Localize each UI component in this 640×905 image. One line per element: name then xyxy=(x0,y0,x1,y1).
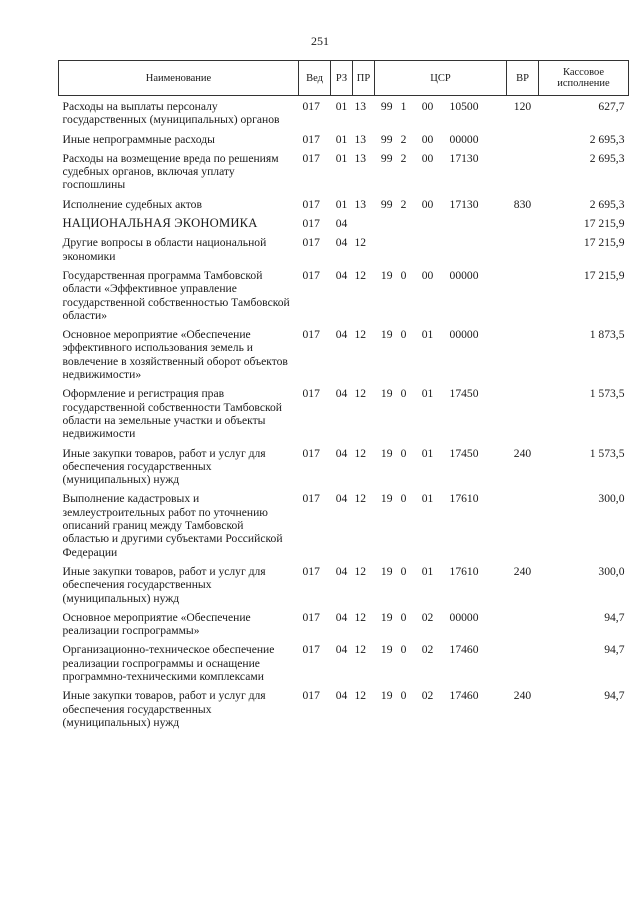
row-sum: 2 695,3 xyxy=(589,197,625,211)
row-name: Расходы на возмещение вреда по решениям судебных органов, включая уплату госпошлины xyxy=(62,151,279,192)
row-sum: 300,0 xyxy=(598,492,625,506)
row-rz: 04 xyxy=(335,387,348,401)
csr-part-2: 0 xyxy=(400,328,407,342)
table-row xyxy=(59,559,629,605)
row-sum: 2 695,3 xyxy=(589,132,625,146)
row-rz: 04 xyxy=(335,492,348,506)
table-row xyxy=(59,605,629,638)
table-header xyxy=(59,61,629,96)
row-sum: 1 573,5 xyxy=(589,446,625,460)
row-pr: 13 xyxy=(354,151,367,165)
row-pr: 12 xyxy=(354,643,367,657)
csr-part-4: 00000 xyxy=(449,610,479,624)
row-csr xyxy=(375,381,507,440)
csr-part-1: 19 xyxy=(380,643,393,657)
table-row xyxy=(59,127,629,146)
csr-part-2: 2 xyxy=(400,132,407,146)
row-ved: 017 xyxy=(302,689,320,703)
row-name: Иные закупки товаров, работ и услуг для обеспечения государственных (муниципальных) нужд xyxy=(62,564,266,605)
row-sum: 94,7 xyxy=(604,689,625,703)
row-vr: 120 xyxy=(513,100,532,113)
csr-part-3: 00 xyxy=(421,132,434,146)
csr-part-3: 02 xyxy=(421,643,434,657)
row-pr: 12 xyxy=(354,387,367,401)
row-ved: 017 xyxy=(302,236,320,250)
budget-table xyxy=(58,60,629,729)
row-rz: 01 xyxy=(335,132,348,146)
row-csr xyxy=(375,211,507,230)
row-rz: 04 xyxy=(335,446,348,460)
row-rz: 01 xyxy=(335,100,348,113)
row-pr: 13 xyxy=(354,197,367,211)
csr-part-3: 00 xyxy=(421,151,434,165)
header-name: Наименование xyxy=(59,61,299,96)
csr-part-1: 19 xyxy=(380,328,393,342)
csr-part-3: 01 xyxy=(421,564,434,578)
row-ved: 017 xyxy=(302,387,320,401)
csr-part-3: 00 xyxy=(421,197,434,211)
row-rz: 01 xyxy=(335,197,348,211)
row-ved: 017 xyxy=(302,328,320,342)
csr-part-2: 1 xyxy=(400,100,407,113)
row-rz: 04 xyxy=(335,564,348,578)
csr-part-1: 99 xyxy=(380,197,393,211)
table-row xyxy=(59,211,629,230)
csr-part-3: 01 xyxy=(421,492,434,506)
header-ved: Вед xyxy=(299,61,331,96)
table-row xyxy=(59,96,629,127)
row-ved: 017 xyxy=(302,217,320,231)
row-name: Исполнение судебных актов xyxy=(62,197,202,211)
row-name: Выполнение кадастровых и землеустроительных работ по уточнению описаний границ между Тамбовской областью и другими субъектами Российской Федерации xyxy=(62,492,283,559)
csr-part-3: 01 xyxy=(421,446,434,460)
row-rz: 04 xyxy=(335,610,348,624)
row-pr xyxy=(353,211,375,230)
csr-part-2: 0 xyxy=(400,643,407,657)
csr-part-4: 17610 xyxy=(449,564,479,578)
row-rz: 04 xyxy=(335,689,348,703)
row-pr: 13 xyxy=(354,132,367,146)
table-body xyxy=(59,96,629,730)
csr-part-2: 0 xyxy=(400,268,407,282)
csr-part-4: 17610 xyxy=(449,492,479,506)
row-name: Иные закупки товаров, работ и услуг для обеспечения государственных (муниципальных) нужд xyxy=(62,446,266,487)
csr-part-1: 99 xyxy=(380,151,393,165)
csr-part-1: 19 xyxy=(380,492,393,506)
row-ved: 017 xyxy=(302,643,320,657)
header-csr: ЦСР xyxy=(375,61,507,96)
row-ved: 017 xyxy=(302,492,320,506)
table-row xyxy=(59,192,629,211)
row-csr xyxy=(375,637,507,683)
row-sum: 17 215,9 xyxy=(583,268,625,282)
csr-part-3: 00 xyxy=(421,268,434,282)
row-csr xyxy=(375,263,507,322)
row-rz: 04 xyxy=(335,217,348,231)
csr-part-3: 01 xyxy=(421,387,434,401)
table-row xyxy=(59,322,629,381)
header-vr: ВР xyxy=(507,61,539,96)
row-name: Основное мероприятие «Обеспечение реализации госпрограммы» xyxy=(62,610,251,638)
header-pr: ПР xyxy=(353,61,375,96)
row-csr xyxy=(375,127,507,146)
row-pr: 13 xyxy=(354,100,367,113)
table-row xyxy=(59,637,629,683)
csr-part-1: 19 xyxy=(380,446,393,460)
row-sum: 94,7 xyxy=(604,643,625,657)
csr-part-2: 0 xyxy=(400,387,407,401)
csr-part-2: 0 xyxy=(400,610,407,624)
csr-part-4: 17460 xyxy=(449,643,479,657)
table-row xyxy=(59,146,629,192)
row-sum: 1 573,5 xyxy=(589,387,625,401)
row-sum: 1 873,5 xyxy=(589,328,625,342)
row-name: Государственная программа Тамбовской области «Эффективное управление государственной собственностью Тамбовской области» xyxy=(62,268,290,322)
csr-part-1: 19 xyxy=(380,689,393,703)
row-csr xyxy=(375,146,507,192)
row-name: Иные закупки товаров, работ и услуг для обеспечения государственных (муниципальных) нужд xyxy=(62,689,266,729)
row-vr xyxy=(507,230,539,263)
row-sum: 2 695,3 xyxy=(589,151,625,165)
row-csr xyxy=(375,230,507,263)
row-csr xyxy=(375,322,507,381)
row-name: Другие вопросы в области национальной экономики xyxy=(62,236,267,263)
csr-part-2: 2 xyxy=(400,151,407,165)
csr-part-2: 2 xyxy=(400,197,407,211)
row-name: Организационно-техническое обеспечение реализации госпрограммы и оснащение программно-техническими комплексами xyxy=(62,643,275,683)
row-ved: 017 xyxy=(302,446,320,460)
csr-part-2: 0 xyxy=(400,492,407,506)
row-rz: 04 xyxy=(335,268,348,282)
row-pr: 12 xyxy=(354,689,367,703)
row-ved: 017 xyxy=(302,197,320,211)
row-pr: 12 xyxy=(354,236,367,250)
csr-part-1: 19 xyxy=(380,387,393,401)
row-vr xyxy=(507,605,539,638)
row-csr xyxy=(375,441,507,487)
row-pr: 12 xyxy=(354,446,367,460)
row-vr xyxy=(507,127,539,146)
row-ved: 017 xyxy=(302,151,320,165)
csr-part-1: 19 xyxy=(380,564,393,578)
table-row xyxy=(59,486,629,558)
row-pr: 12 xyxy=(354,492,367,506)
row-pr: 12 xyxy=(354,328,367,342)
row-rz: 04 xyxy=(335,643,348,657)
csr-part-4: 17130 xyxy=(449,197,479,211)
row-csr xyxy=(375,192,507,211)
csr-part-1: 99 xyxy=(380,132,393,146)
table-row xyxy=(59,441,629,487)
row-pr: 12 xyxy=(354,610,367,624)
row-vr xyxy=(507,381,539,440)
csr-part-3: 00 xyxy=(421,100,434,113)
row-csr xyxy=(375,559,507,605)
csr-part-3: 02 xyxy=(421,610,434,624)
row-name: Основное мероприятие «Обеспечение эффективного использования земель и вовлечение в хозяйственный оборот объектов недвижимости» xyxy=(62,328,288,382)
row-rz: 01 xyxy=(335,151,348,165)
row-name: Оформление и регистрация прав государственной собственности Тамбовской области на земельные участки и объекты недвижимости xyxy=(62,387,283,441)
row-csr xyxy=(375,96,507,127)
csr-part-4: 00000 xyxy=(449,268,479,282)
row-vr: 240 xyxy=(513,446,532,460)
csr-part-2: 0 xyxy=(400,446,407,460)
row-ved: 017 xyxy=(302,564,320,578)
row-name: Иные непрограммные расходы xyxy=(62,132,215,146)
row-vr: 830 xyxy=(513,197,532,211)
row-ved: 017 xyxy=(302,100,320,113)
csr-part-3: 02 xyxy=(421,689,434,703)
row-sum: 94,7 xyxy=(604,610,625,624)
table-row xyxy=(59,230,629,263)
csr-part-4: 00000 xyxy=(449,132,479,146)
row-sum: 300,0 xyxy=(598,564,625,578)
row-vr xyxy=(507,211,539,230)
table-row xyxy=(59,263,629,322)
row-vr xyxy=(507,263,539,322)
row-pr: 12 xyxy=(354,564,367,578)
row-ved: 017 xyxy=(302,610,320,624)
csr-part-4: 10500 xyxy=(449,100,479,113)
csr-part-2: 0 xyxy=(400,689,407,703)
row-rz: 04 xyxy=(335,328,348,342)
row-name: Расходы на выплаты персоналу государственных (муниципальных) органов xyxy=(62,100,280,127)
row-sum: 17 215,9 xyxy=(583,236,625,250)
table-row xyxy=(59,381,629,440)
page-number: 251 xyxy=(311,34,329,48)
csr-part-4: 17130 xyxy=(449,151,479,165)
header-rz: РЗ xyxy=(331,61,353,96)
row-csr xyxy=(375,683,507,729)
csr-part-2: 0 xyxy=(400,564,407,578)
row-vr xyxy=(507,322,539,381)
csr-part-4: 00000 xyxy=(449,328,479,342)
row-rz: 04 xyxy=(335,236,348,250)
row-vr xyxy=(507,486,539,558)
row-vr: 240 xyxy=(513,564,532,578)
csr-part-4: 17450 xyxy=(449,446,479,460)
row-csr xyxy=(375,605,507,638)
csr-part-1: 99 xyxy=(380,100,393,113)
row-sum: 17 215,9 xyxy=(583,217,625,231)
row-vr xyxy=(507,637,539,683)
row-vr xyxy=(507,146,539,192)
csr-part-3: 01 xyxy=(421,328,434,342)
row-ved: 017 xyxy=(302,268,320,282)
row-ved: 017 xyxy=(302,132,320,146)
header-sum: Кассовое исполнение xyxy=(539,61,629,96)
row-pr: 12 xyxy=(354,268,367,282)
csr-part-1: 19 xyxy=(380,610,393,624)
csr-part-4: 17460 xyxy=(449,689,479,703)
csr-part-1: 19 xyxy=(380,268,393,282)
row-name: НАЦИОНАЛЬНАЯ ЭКОНОМИКА xyxy=(62,216,258,231)
row-sum: 627,7 xyxy=(598,100,625,113)
row-csr xyxy=(375,486,507,558)
csr-part-4: 17450 xyxy=(449,387,479,401)
row-vr: 240 xyxy=(513,689,532,703)
table-row xyxy=(59,683,629,729)
